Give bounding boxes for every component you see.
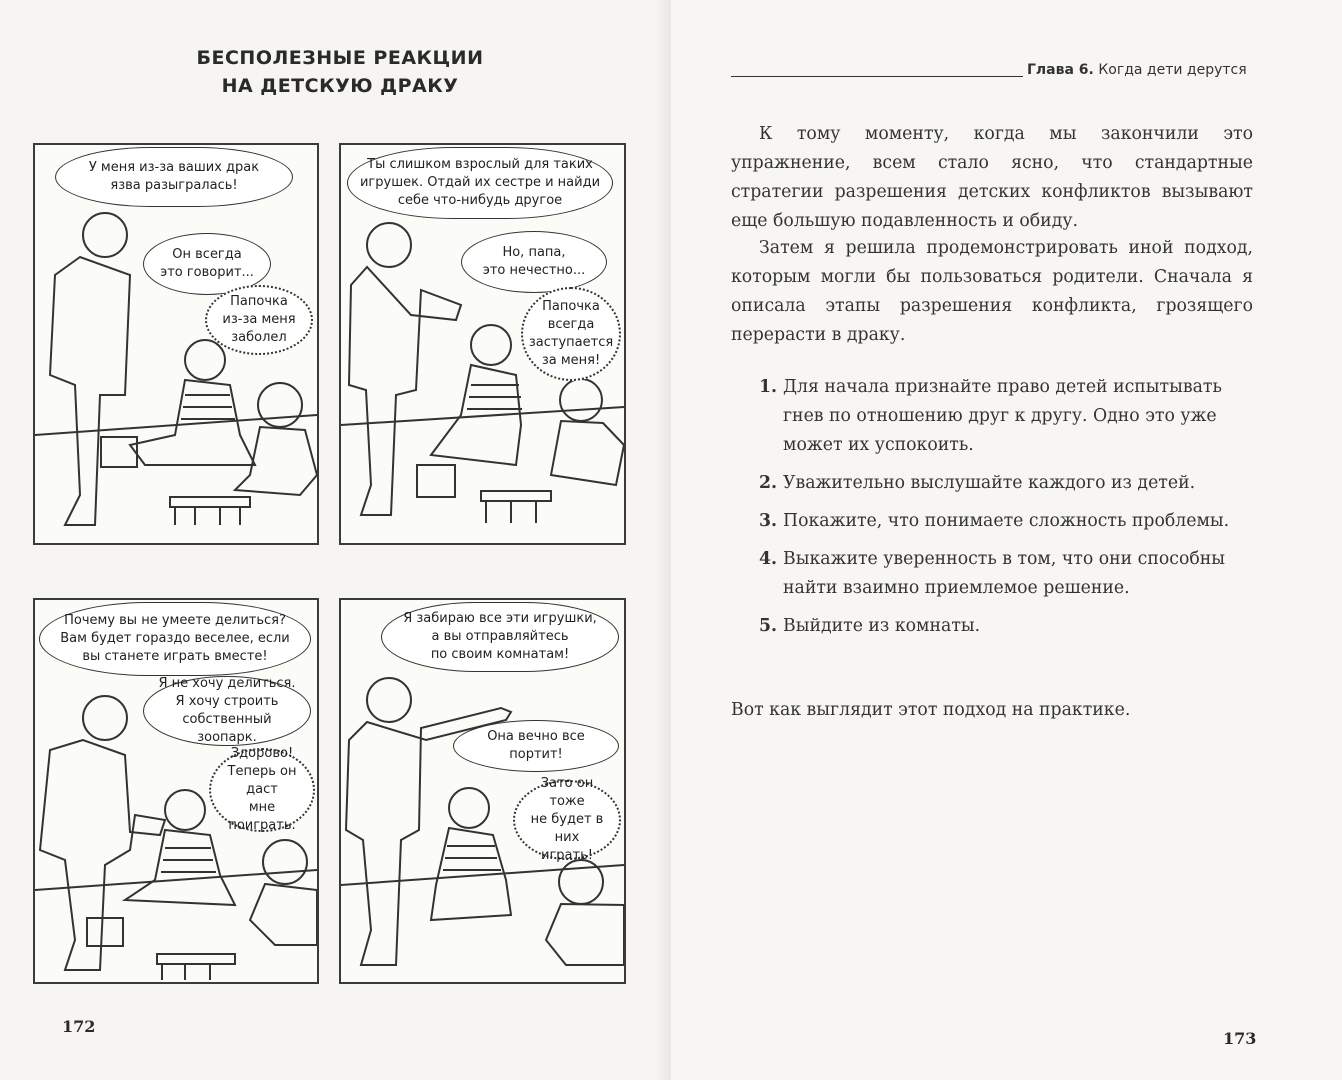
paragraph-1: К тому моменту, когда мы закончили это упражнение, всем стало ясно, что стандартные стратегии разрешения детских конфликтов вызывают еще большую подавленность и обиду. — [731, 124, 1253, 231]
comic-panel-1 — [33, 143, 319, 545]
list-item — [759, 469, 1254, 498]
comic-panel-2 — [339, 143, 626, 545]
list-item — [759, 507, 1254, 536]
step-text: Уважительно выслушайте каждого из детей. — [783, 473, 1196, 493]
speech-bubble: Я забираю все эти игрушки, а вы отправляйтесь по своим комнатам! — [381, 602, 619, 672]
running-head — [731, 62, 1253, 82]
comic-title-line-2: НА ДЕТСКУЮ ДРАКУ — [221, 75, 459, 97]
chapter-number: Глава 6. — [1027, 62, 1094, 78]
speech-bubble: Он всегда это говорит... — [143, 233, 271, 295]
comic-panel-4 — [339, 598, 626, 984]
running-head-label — [1027, 62, 1247, 78]
running-head-rule — [731, 76, 1023, 77]
page-number-right: 173 — [1223, 1029, 1257, 1048]
speech-bubble: Я не хочу делиться. Я хочу строить собственный зоопарк. — [143, 676, 311, 746]
list-item — [759, 545, 1254, 603]
thought-bubble: Папочка всегда заступается за меня! — [521, 287, 621, 381]
closing-line: Вот как выглядит этот подход на практике. — [731, 700, 1131, 720]
step-text: Выкажите уверенность в том, что они способны найти взаимно приемлемое решение. — [783, 549, 1226, 598]
step-number: 4. — [759, 549, 778, 569]
paragraph-2: Затем я решила продемонстрировать иной подход, которым могли бы пользоваться родители. Сначала я описала этапы разрешения конфликта, грозящего перерасти в драку. — [731, 238, 1253, 345]
thought-bubble: Здорово! Теперь он даст мне поиграть. — [209, 748, 315, 832]
comic-title — [190, 44, 490, 100]
page-number-left: 172 — [62, 1017, 96, 1036]
comic-title-line-1: БЕСПОЛЕЗНЫЕ РЕАКЦИИ — [196, 47, 484, 69]
list-item — [759, 612, 1254, 641]
step-text: Выйдите из комнаты. — [783, 616, 981, 636]
chapter-title: Когда дети дерутся — [1098, 62, 1247, 78]
thought-bubble: Зато он тоже не будет в них играть! — [513, 780, 621, 860]
step-number: 3. — [759, 511, 778, 531]
speech-bubble: Ты слишком взрослый для таких игрушек. Отдай их сестре и найди себе что-нибудь другое — [347, 147, 613, 219]
step-text: Покажите, что понимаете сложность проблемы. — [783, 511, 1230, 531]
speech-bubble: Она вечно все портит! — [453, 720, 619, 772]
steps-list — [759, 373, 1254, 650]
speech-bubble: Но, папа, это нечестно... — [461, 231, 607, 293]
list-item — [759, 373, 1254, 460]
speech-bubble: У меня из-за ваших драк язва разыгралась! — [55, 147, 293, 207]
right-page — [671, 0, 1342, 1080]
step-text: Для начала признайте право детей испытывать гнев по отношению друг к другу. Одно это уже может их успокоить. — [783, 377, 1222, 455]
step-number: 2. — [759, 473, 778, 493]
comic-panel-3 — [33, 598, 319, 984]
speech-bubble: Почему вы не умеете делиться? Вам будет гораздо веселее, если вы станете играть вместе! — [39, 602, 311, 676]
thought-bubble: Папочка из-за меня заболел — [205, 285, 313, 355]
step-number: 5. — [759, 616, 778, 636]
step-number: 1. — [759, 377, 778, 397]
